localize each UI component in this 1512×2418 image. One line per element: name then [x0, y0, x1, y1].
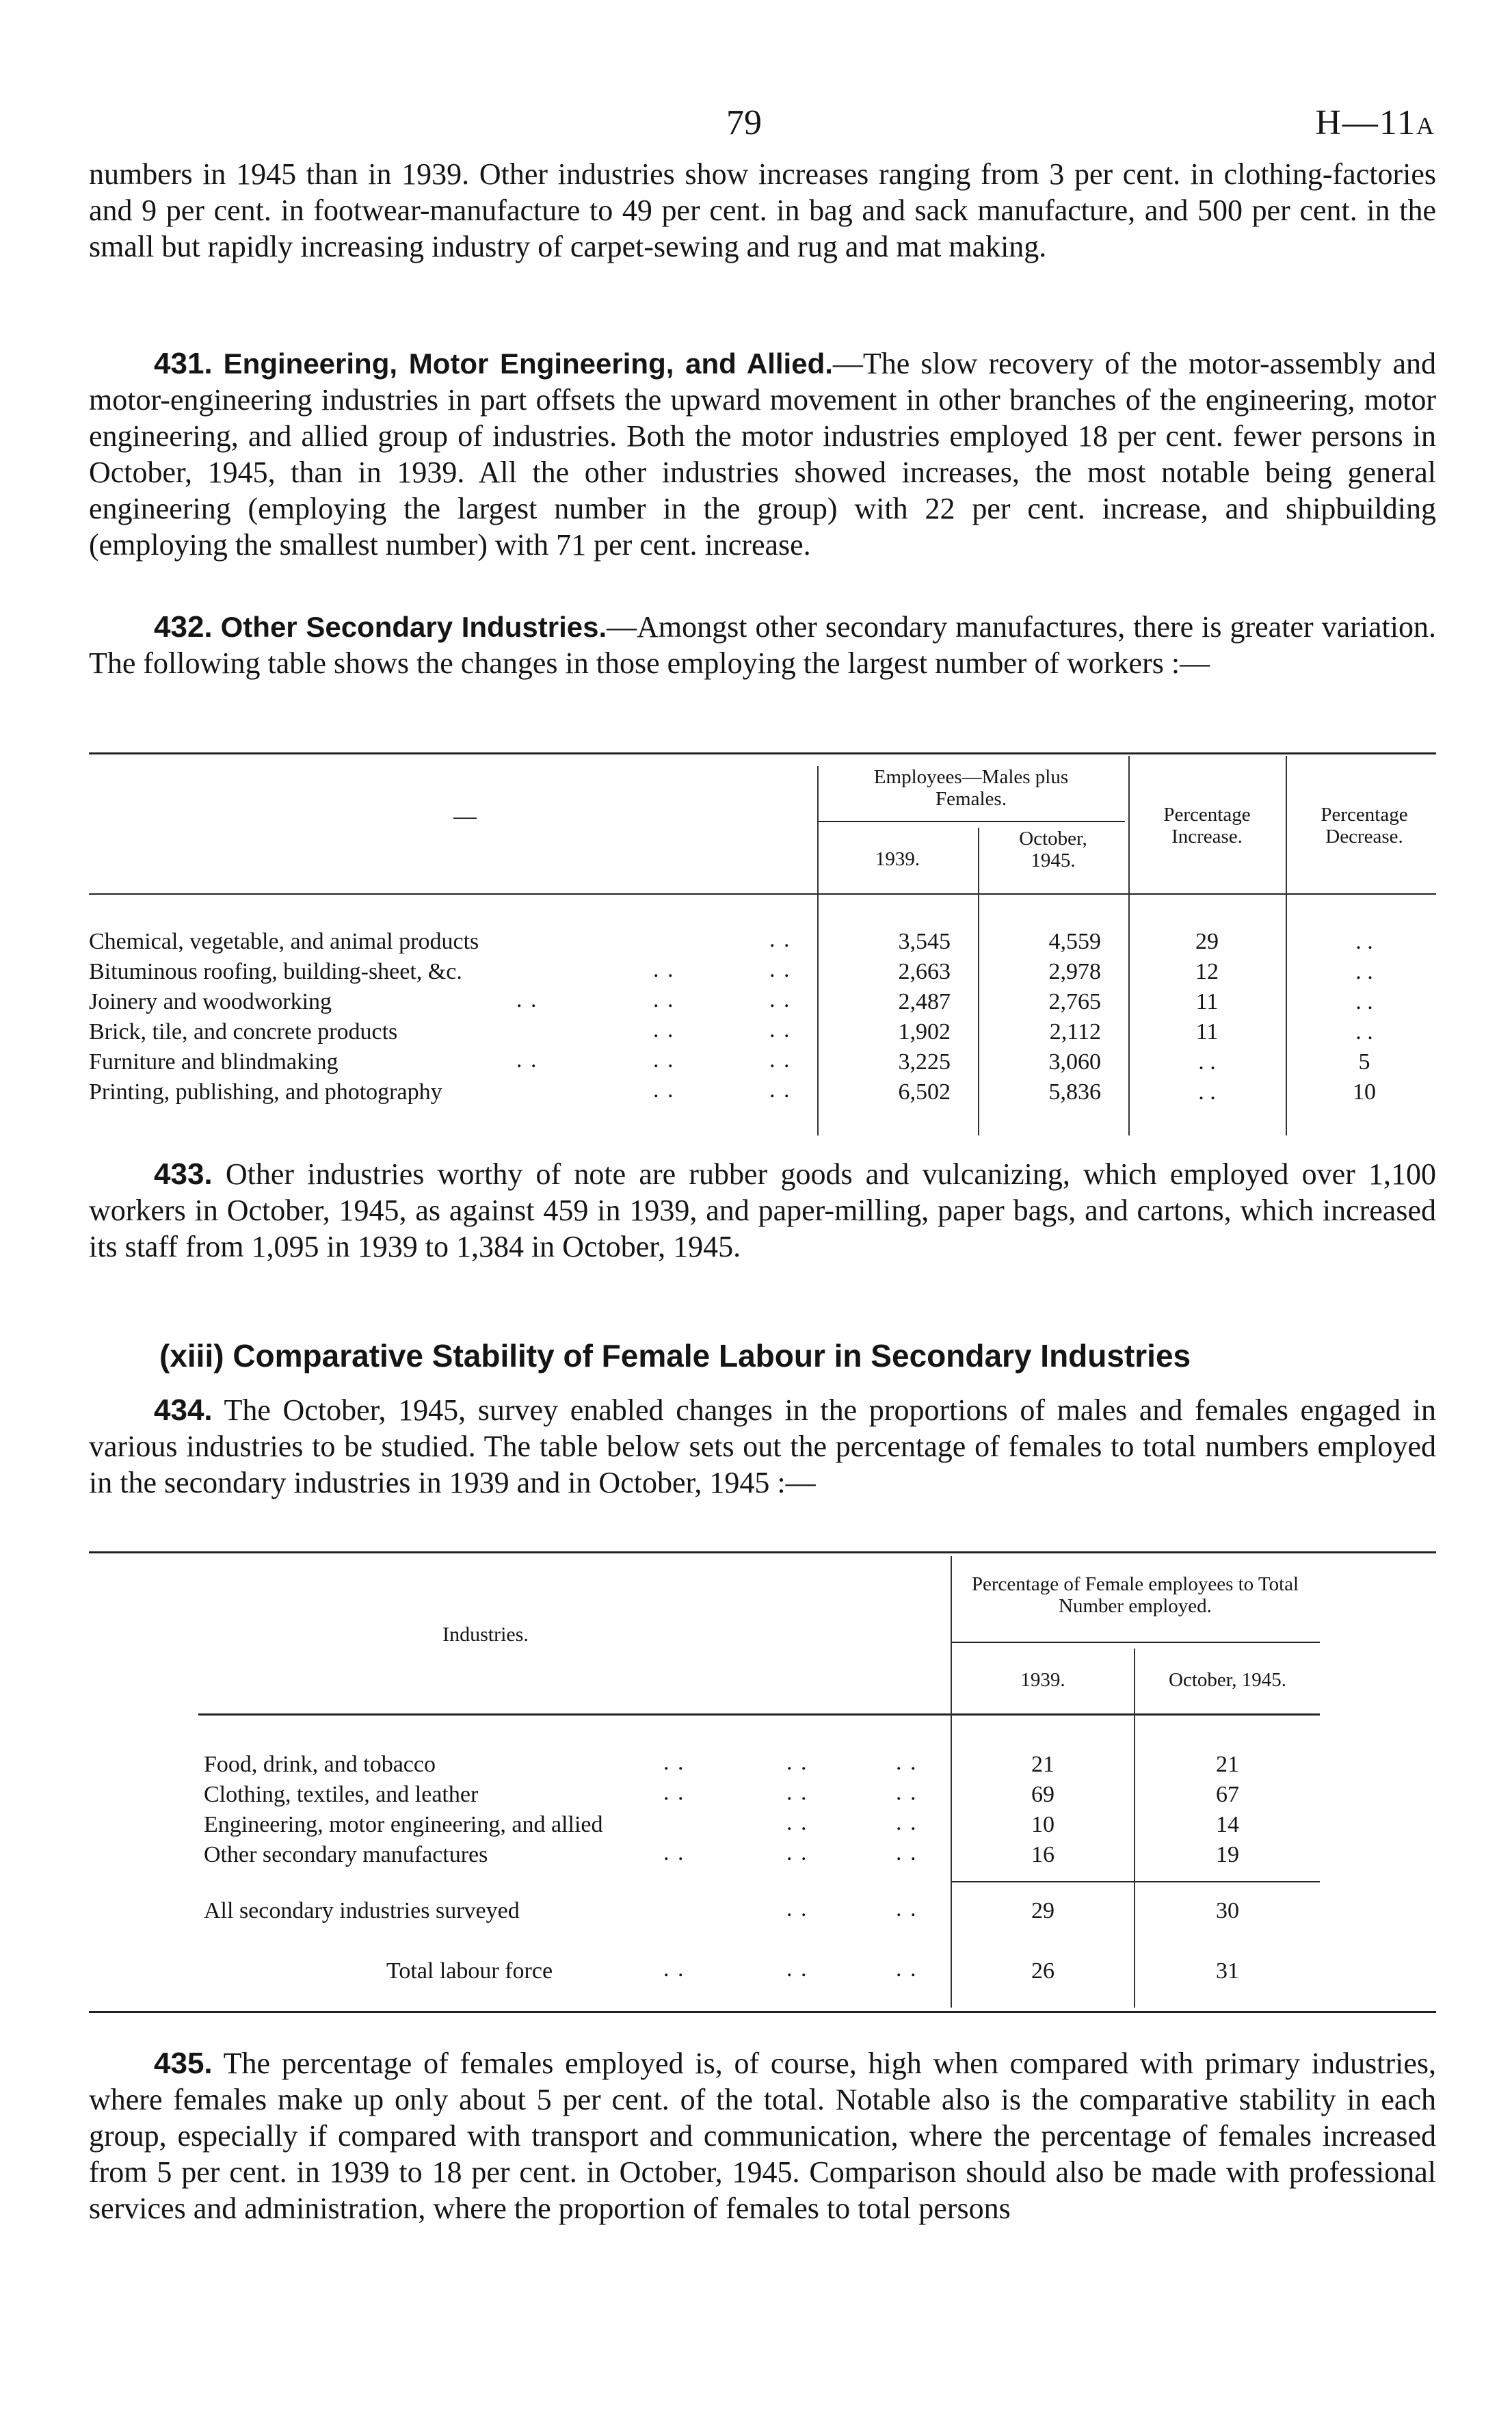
table1-col-oct1945: October, 1945.: [1019, 828, 1087, 871]
table1-header-rule: [89, 893, 1436, 895]
paragraph-431: [89, 345, 1436, 563]
table2-leader: . .: [896, 1896, 918, 1921]
table1-cell-increase: 29: [1195, 929, 1219, 954]
table1-row-label: Joinery and woodworking: [89, 989, 332, 1014]
table1-leader: . .: [769, 957, 791, 982]
paragraph-434: [89, 1392, 1436, 1501]
paragraph-continued: numbers in 1945 than in 1939. Other industries show increases ranging from 3 per cent. in clothing-factories and 9 per cent. in footwear-manufacture to 49 per cent. in bag and sack manufacture, and 500 per cent. in the small but rapidly increasing industry of carpet-sewing and rug and mat making.: [89, 157, 1436, 263]
table1-leader: . .: [769, 1017, 791, 1042]
table1-leader: . .: [653, 1047, 675, 1073]
table1-leader: . .: [769, 987, 791, 1012]
table1-row-label: Brick, tile, and concrete products: [89, 1019, 398, 1044]
table2-cell-1945: 14: [1216, 1812, 1239, 1837]
table2-leader: . .: [786, 1840, 808, 1865]
table1-leader: . .: [653, 1017, 675, 1042]
table2-leader: . .: [663, 1840, 685, 1865]
para-number-435: 435.: [154, 2047, 213, 2080]
table1-vrule-3: [1128, 756, 1130, 1135]
table1-leader: . .: [516, 987, 538, 1012]
para-number-431: 431.: [154, 347, 213, 380]
table1-cell-decrease: 5: [1358, 1049, 1370, 1075]
table1-cell-decrease: . .: [1355, 1019, 1373, 1044]
table1-cell-1939: 3,225: [898, 1049, 951, 1075]
table2-leader: . .: [786, 1750, 808, 1775]
paragraph-435: [89, 2045, 1436, 2226]
table2-subtotal-rule: [951, 1881, 1320, 1882]
table2-all-surveyed-label: All secondary industries surveyed: [204, 1898, 520, 1923]
table1-leader: . .: [653, 987, 675, 1012]
table2-all-surveyed-1945: 30: [1216, 1898, 1239, 1923]
table2-row-label: Clothing, textiles, and leather: [204, 1782, 479, 1807]
table2-cell-1939: 69: [1031, 1782, 1055, 1807]
table1-leader: . .: [769, 1047, 791, 1073]
table1-leader: . .: [653, 957, 675, 982]
table1-vrule-2: [978, 828, 979, 1135]
table1-cell-increase: 11: [1195, 989, 1219, 1014]
para-text-435: The percentage of females employed is, of course, high when compared with primary industries, where females make up only about 5 per cent. of the total. Notable also is the comparative stability in each group, especially if compared with transport and communication, where the percentage of females increased from 5 per cent. in 1939 to 18 per cent. in October, 1945. Comparison should also be made with professional services and administration, where the proportion of females to total persons: [89, 2047, 1436, 2225]
table2-row-label: Other secondary manufactures: [204, 1842, 488, 1867]
document-reference: [1315, 103, 1435, 143]
table2-leader: . .: [786, 1780, 808, 1805]
table2-cell-1939: 16: [1031, 1842, 1055, 1867]
page-number: 79: [726, 103, 762, 142]
para-text-432: —Amongst other secondary manufactures, there is greater variation. The following table shows the changes in those employing the largest number of workers :—: [89, 610, 1436, 680]
table2-cell-1939: 10: [1031, 1812, 1055, 1837]
para-heading-432: Other Secondary Industries.: [220, 611, 607, 643]
table2-cell-1939: 21: [1031, 1752, 1055, 1777]
section-title: (xiii) Comparative Stability of Female Labour in Secondary Industries: [159, 1338, 1191, 1374]
table2-all-surveyed-1939: 29: [1031, 1898, 1055, 1923]
table2-top-rule: [89, 1551, 1436, 1553]
para-text-434: The October, 1945, survey enabled changes in the proportions of males and females engaged in various industries to be studied. The table below sets out the percentage of females to total numbers employed in the secondary industries in 1939 and in October, 1945 :—: [89, 1393, 1436, 1499]
table2-group-header: Percentage of Female employees to Total Number employed.: [971, 1573, 1299, 1617]
para-number-432: 432.: [154, 610, 213, 644]
table1-cell-1939: 6,502: [898, 1079, 951, 1105]
table2-leader: . .: [786, 1956, 808, 1982]
table2-leader: . .: [786, 1896, 808, 1921]
table1-row-label: Chemical, vegetable, and animal products: [89, 929, 479, 954]
table1-cell-decrease: . .: [1355, 959, 1373, 984]
table1-cell-1945: 4,559: [1048, 929, 1101, 954]
table1-leader: . .: [653, 1077, 675, 1103]
table2-stub-header: Industries.: [442, 1623, 529, 1646]
table1-row-label: Furniture and blindmaking: [89, 1049, 339, 1075]
table1-cell-1945: 2,978: [1048, 959, 1101, 984]
paragraph-432: [89, 609, 1436, 681]
table2-cell-1945: 67: [1216, 1782, 1239, 1807]
table1-cell-1945: 5,836: [1048, 1079, 1101, 1105]
table2-leader: . .: [896, 1840, 918, 1865]
table1-row-label: Bituminous roofing, building-sheet, &c.: [89, 959, 462, 984]
table1-cell-decrease: . .: [1355, 989, 1373, 1014]
table1-leader: . .: [516, 1047, 538, 1073]
table1-leader: . .: [769, 1077, 791, 1103]
table1-group-rule: [817, 821, 1125, 822]
table2-leader: . .: [663, 1780, 685, 1805]
table2-col-oct1945: October, 1945.: [1169, 1669, 1286, 1691]
table1-cell-1945: 2,112: [1049, 1019, 1101, 1044]
paragraph-433: [89, 1156, 1436, 1265]
table1-col-decrease: Percentage Decrease.: [1321, 804, 1408, 847]
para-text-431: —The slow recovery of the motor-assembly and motor-engineering industries in part offsets the upward movement in other branches of the engineering, motor engineering, and allied group of industries. Both the motor industries employed 18 per cent. fewer persons in October, 1945, than in 1939. All the other industries showed increases, the most notable being general engineering (employing the largest number in the group) with 22 per cent. increase, and shipbuilding (employing the smallest number) with 71 per cent. increase.: [89, 347, 1437, 562]
table1-stub-header: —: [453, 804, 477, 829]
table2-bottom-rule: [89, 2011, 1436, 2013]
para-number-433: 433.: [154, 1157, 213, 1191]
table2-vrule-2: [1134, 1648, 1135, 2008]
table2-total-labour-1945: 31: [1216, 1958, 1239, 1984]
table2-group-rule: [951, 1642, 1320, 1643]
table2-cell-1945: 21: [1216, 1752, 1239, 1777]
table2-leader: . .: [896, 1780, 918, 1805]
table1-cell-1939: 1,902: [898, 1019, 951, 1044]
reference-main: H—11: [1315, 103, 1416, 142]
table2-cell-1945: 19: [1216, 1842, 1239, 1867]
table1-cell-decrease: 10: [1353, 1079, 1376, 1105]
table1-cell-1939: 3,545: [898, 929, 951, 954]
table1-cell-1939: 2,663: [898, 959, 951, 984]
table2-col-1939: 1939.: [1020, 1669, 1065, 1691]
table2-leader: . .: [663, 1956, 685, 1982]
table1-cell-increase: . .: [1198, 1049, 1216, 1075]
table2-row-label: Engineering, motor engineering, and allied: [204, 1812, 603, 1837]
para-text-433: Other industries worthy of note are rubber goods and vulcanizing, which employed over 1,100 workers in October, 1945, as against 459 in 1939, and paper-milling, paper bags, and cartons, which increased its staff from 1,095 in 1939 to 1,384 in October, 1945.: [89, 1157, 1437, 1263]
table2-leader: . .: [663, 1750, 685, 1775]
table1-vrule-4: [1286, 756, 1287, 1135]
table1-leader: . .: [769, 927, 791, 952]
table1-cell-decrease: . .: [1355, 929, 1373, 954]
table2-header-rule: [198, 1713, 1320, 1716]
table2-row-label: Food, drink, and tobacco: [204, 1752, 436, 1777]
table2-vrule-1: [951, 1556, 952, 2008]
table1-row-label: Printing, publishing, and photography: [89, 1079, 442, 1105]
table1-cell-1945: 3,060: [1048, 1049, 1101, 1075]
table2-total-labour-label: Total labour force: [386, 1958, 553, 1984]
table1-cell-increase: 12: [1195, 959, 1219, 984]
reference-suffix: A: [1416, 112, 1435, 140]
para-heading-431: Engineering, Motor Engineering, and Allied.: [223, 347, 833, 380]
table2-leader: . .: [896, 1750, 918, 1775]
table1-col-1939: 1939.: [875, 848, 920, 870]
table1-vrule-1: [817, 766, 819, 1135]
table1-cell-increase: 11: [1195, 1019, 1219, 1044]
table2-leader: . .: [786, 1810, 808, 1835]
table1-top-rule: [89, 752, 1436, 754]
table2-leader: . .: [896, 1810, 918, 1835]
table2-total-labour-1939: 26: [1031, 1958, 1055, 1984]
table1-cell-increase: . .: [1198, 1079, 1216, 1105]
para-number-434: 434.: [154, 1393, 213, 1427]
table2-leader: . .: [896, 1956, 918, 1982]
table1-col-increase: Percentage Increase.: [1163, 804, 1251, 847]
running-header: [0, 103, 1512, 150]
table1-group-header: Employees—Males plus Females.: [873, 766, 1069, 810]
table1-cell-1939: 2,487: [898, 989, 951, 1014]
table1-cell-1945: 2,765: [1048, 989, 1101, 1014]
